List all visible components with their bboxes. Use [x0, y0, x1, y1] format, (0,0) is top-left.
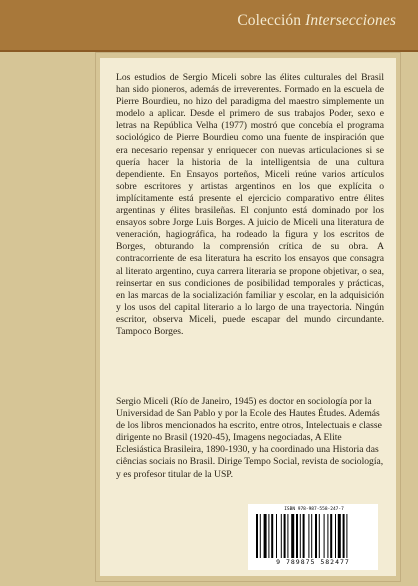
- isbn-label: ISBN 978-987-558-247-7: [284, 507, 344, 512]
- collection-title: [237, 12, 396, 30]
- top-band: [0, 0, 418, 50]
- blurb-text: [116, 72, 384, 341]
- collection-name: Intersecciones: [305, 12, 396, 29]
- barcode: [248, 504, 378, 570]
- barcode-digits: 9 789875 582477: [276, 558, 350, 566]
- barcode-bars-icon: [256, 514, 370, 558]
- author-bio: Sergio Miceli (Río de Janeiro, 1945) es doctor en sociología por la Universidad de San Pablo y por la Ecole des Hautes Études. Además de los libros mencionados ha escrito, entre otros, Intelectuais e classe dirigente no Brasil (1920-45), Imagens negociadas, A Elite Eclesiástica Brasileira, 1890-1930, y ha coordinado una Historia das ciências sociais no Brasil. Dirige Tempo Social, revista de sociología, y es profesor titular de la USP.: [116, 396, 384, 480]
- collection-prefix: Colección: [237, 12, 306, 29]
- blurb-paragraph: Los estudios de Sergio Miceli sobre las élites culturales del Brasil han sido pioneros, además de irreverentes. Formado en la escuela de Pierre Bourdieu, no hizo del paradigma del maestro simplemente un modelo a aplicar. Desde el primero de sus trabajos Poder, sexo e letras na República Velha (1977) mostró que concebía el programa sociológico de Pierre Bourdieu como una fuente de inspiración que era necesario repensar y enriquecer con nuevas articulaciones si se quería hacer la historia de la intelligentsia de una cultura dependiente. En Ensayos porteños, Miceli reúne varios artículos sobre escritores y artistas argentinos en los que explícita o implícitamente está presente el ejercicio comparativo entre élites argentinas y élites brasileñas. El conjunto está dominado por los ensayos sobre Jorge Luis Borges. A juicio de Miceli una literatura de veneración, hagiográfica, ha rodeado la figura y los escritos de Borges, obturando la comprensión crítica de su obra. A contracorriente de esa literatura ha escrito los ensayos que consagra al literato argentino, cuya carrera literaria se propone objetivar, o sea, reinsertar en sus condiciones de posibilidad temporales y prácticas, en las marcas de la socialización familiar y escolar, en la adquisición y los usos del capital literario a lo largo de una trayectoria. Ningún escritor, observa Miceli, puede escapar del mundo circundante. Tampoco Borges.: [116, 72, 384, 337]
